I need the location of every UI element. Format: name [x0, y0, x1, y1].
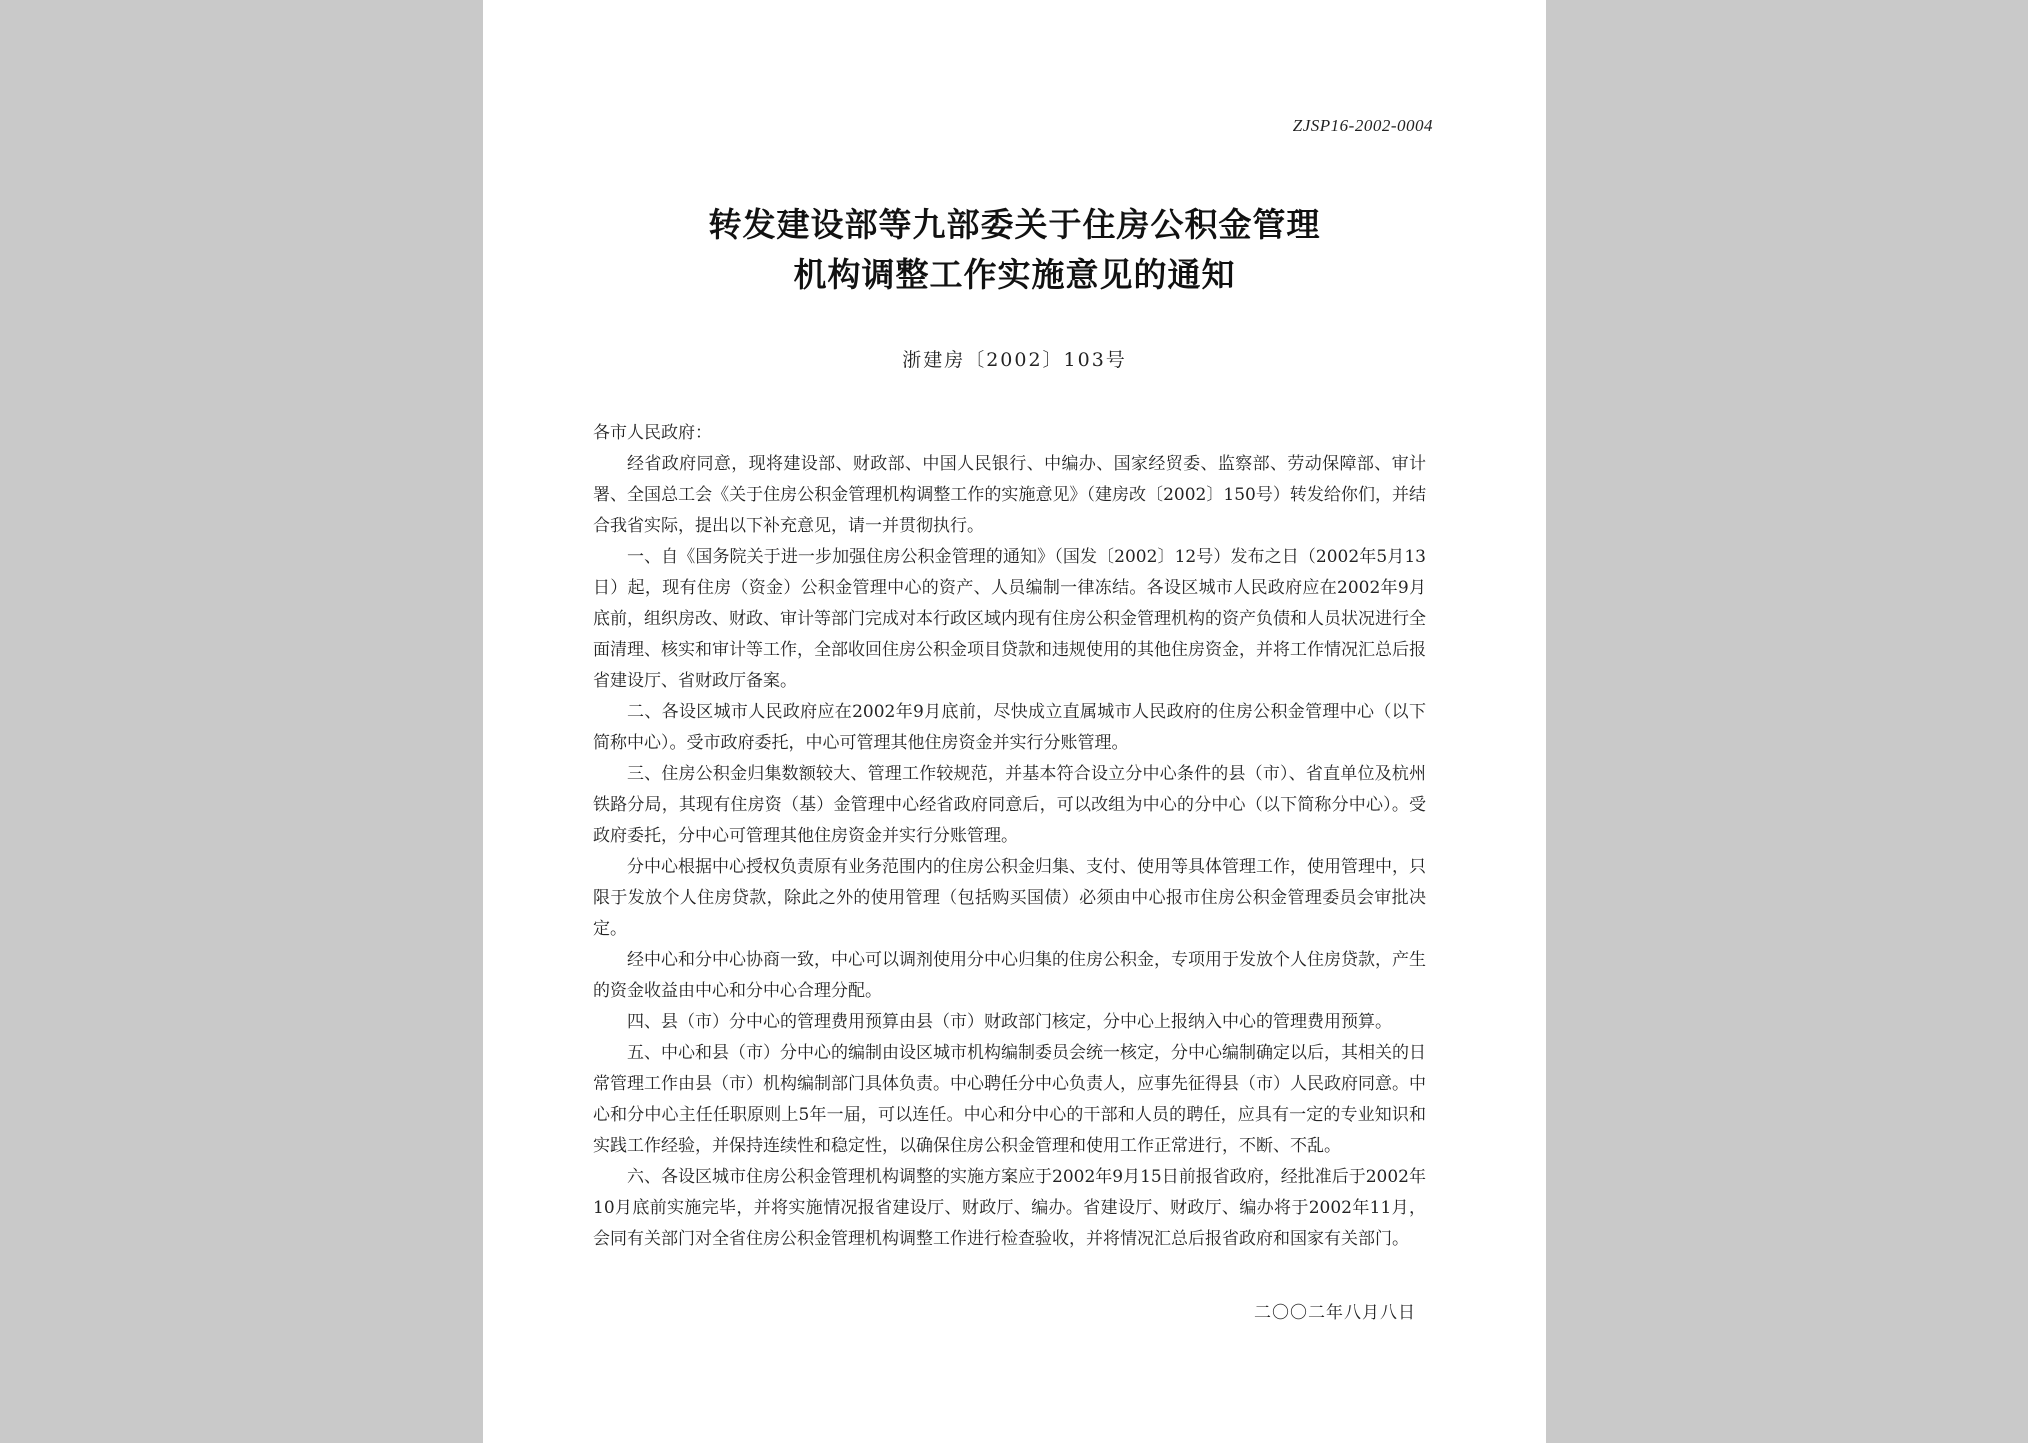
document-date: 二〇〇二年八月八日 [1254, 1303, 1416, 1323]
paragraph-3: 三、住房公积金归集数额较大、管理工作较规范，并基本符合设立分中心条件的县（市）、省直单位及杭州铁路分局，其现有住房资（基）金管理中心经省政府同意后，可以改组为中心的分中心（以下简称分中心）。受政府委托，分中心可管理其他住房资金并实行分账管理。 [593, 764, 1426, 846]
salutation: 各市人民政府： [593, 423, 712, 443]
paragraph-6: 六、各设区城市住房公积金管理机构调整的实施方案应于2002年9月15日前报省政府，经批准后于2002年10月底前实施完毕，并将实施情况报省建设厅、财政厅、编办。省建设厅、财政厅、编办将于2002年11月，会同有关部门对全省住房公积金管理机构调整工作进行检查验收，并将情况汇总后报省政府和国家有关部门。 [593, 1167, 1426, 1249]
title-line-1: 转发建设部等九部委关于住房公积金管理 [708, 205, 1321, 244]
document-body [593, 418, 1426, 1255]
document-page [483, 0, 1546, 1443]
paragraph-4: 四、县（市）分中心的管理费用预算由县（市）财政部门核定，分中心上报纳入中心的管理费用预算。 [627, 1012, 1392, 1032]
paragraph-5: 五、中心和县（市）分中心的编制由设区城市机构编制委员会统一核定，分中心编制确定以后，其相关的日常管理工作由县（市）机构编制部门具体负责。中心聘任分中心负责人，应事先征得县（市）人民政府同意。中心和分中心主任任职原则上5年一届，可以连任。中心和分中心的干部和人员的聘任，应具有一定的专业知识和实践工作经验，并保持连续性和稳定性，以确保住房公积金管理和使用工作正常进行，不断、不乱。 [593, 1043, 1426, 1156]
document-code: ZJSP16-2002-0004 [1292, 116, 1433, 135]
paragraph-2: 二、各设区城市人民政府应在2002年9月底前，尽快成立直属城市人民政府的住房公积金管理中心（以下简称中心）。受市政府委托，中心可管理其他住房资金并实行分账管理。 [593, 702, 1426, 753]
title-line-2: 机构调整工作实施意见的通知 [793, 255, 1236, 294]
document-number: 浙建房〔2002〕103号 [902, 349, 1127, 371]
paragraph-1: 一、自《国务院关于进一步加强住房公积金管理的通知》（国发〔2002〕12号）发布之日（2002年5月13日）起，现有住房（资金）公积金管理中心的资产、人员编制一律冻结。各设区城市人民政府应在2002年9月底前，组织房改、财政、审计等部门完成对本行政区域内现有住房公积金管理机构的资产负债和人员状况进行全面清理、核实和审计等工作，全部收回住房公积金项目贷款和违规使用的其他住房资金，并将工作情况汇总后报省建设厅、省财政厅备案。 [593, 547, 1426, 691]
document-title [483, 200, 1546, 300]
paragraph-3-sub-1: 分中心根据中心授权负责原有业务范围内的住房公积金归集、支付、使用等具体管理工作，使用管理中，只限于发放个人住房贷款，除此之外的使用管理（包括购买国债）必须由中心报市住房公积金管理委员会审批决定。 [593, 857, 1426, 939]
paragraph-intro: 经省政府同意，现将建设部、财政部、中国人民银行、中编办、国家经贸委、监察部、劳动保障部、审计署、全国总工会《关于住房公积金管理机构调整工作的实施意见》（建房改〔2002〕150号）转发给你们，并结合我省实际，提出以下补充意见，请一并贯彻执行。 [593, 454, 1426, 536]
paragraph-3-sub-2: 经中心和分中心协商一致，中心可以调剂使用分中心归集的住房公积金，专项用于发放个人住房贷款，产生的资金收益由中心和分中心合理分配。 [593, 950, 1426, 1001]
